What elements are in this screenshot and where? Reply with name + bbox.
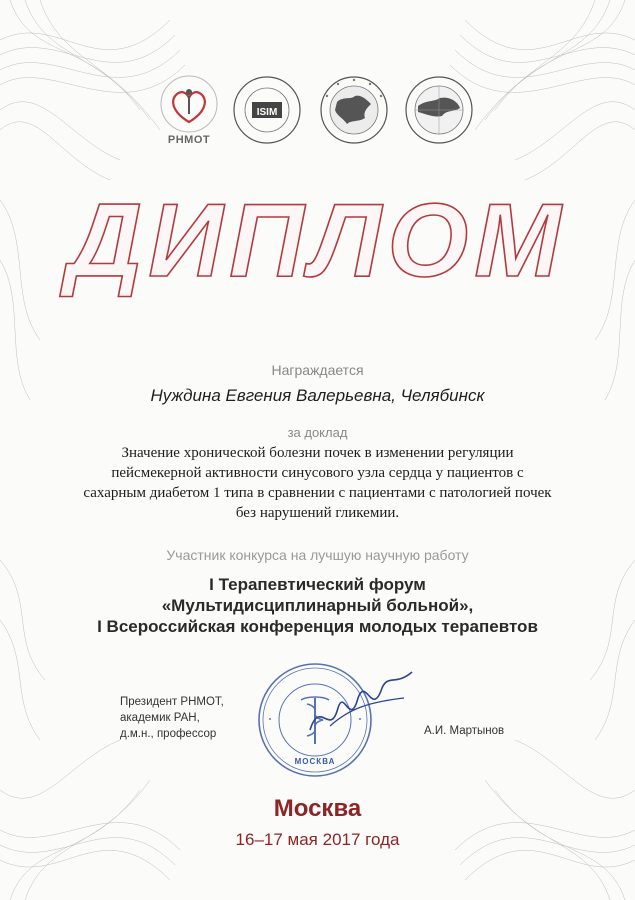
signatory-position (120, 694, 270, 742)
diploma-title (67, 183, 567, 299)
eurasian-logo (400, 72, 478, 160)
event-line-3: I Всероссийская конференция молодых терапевтов (97, 617, 538, 636)
event-line-1: I Терапевтический форум (209, 575, 426, 594)
report-label: за доклад (287, 425, 348, 440)
event-line-2: «Мультидисциплинарный больной», (161, 596, 474, 615)
efim-logo (315, 72, 393, 160)
signatory-name: А.И. Мартынов (424, 725, 505, 737)
stamp-city: МОСКВА (294, 757, 336, 766)
signatory-position-line-2: академик РАН, (120, 712, 200, 724)
contest-label: Участник конкурса на лучшую научную работу (166, 547, 469, 563)
footer-dates: 16–17 мая 2017 года (235, 830, 400, 849)
recipient-name: Нуждина Евгения Валерьевна, Челябинск (150, 386, 485, 405)
diploma-title-text: ДИПЛОМ (67, 183, 567, 299)
report-title: Значение хронической болезни почек в изменении регуляции пейсмекерной активности синусового узла сердца у пациентов с сахарным диабетом 1 типа в сравнении с пациентами с патологией почек без нарушений гликемии. (83, 445, 552, 521)
awarded-label: Награждается (271, 362, 364, 378)
signature (300, 668, 420, 748)
isim-logo-label: ISIM (256, 107, 278, 118)
footer-city: Москва (273, 795, 362, 822)
signatory-position-line-3: д.м.н., профессор (120, 728, 217, 740)
signatory-position-line-1: Президент РНМОТ, (120, 696, 224, 708)
isim-logo (228, 72, 306, 160)
event-title (60, 574, 575, 637)
rnmot-logo-label: РНМОТ (167, 134, 211, 146)
logos-row (0, 72, 635, 162)
rnmot-logo (150, 72, 228, 160)
